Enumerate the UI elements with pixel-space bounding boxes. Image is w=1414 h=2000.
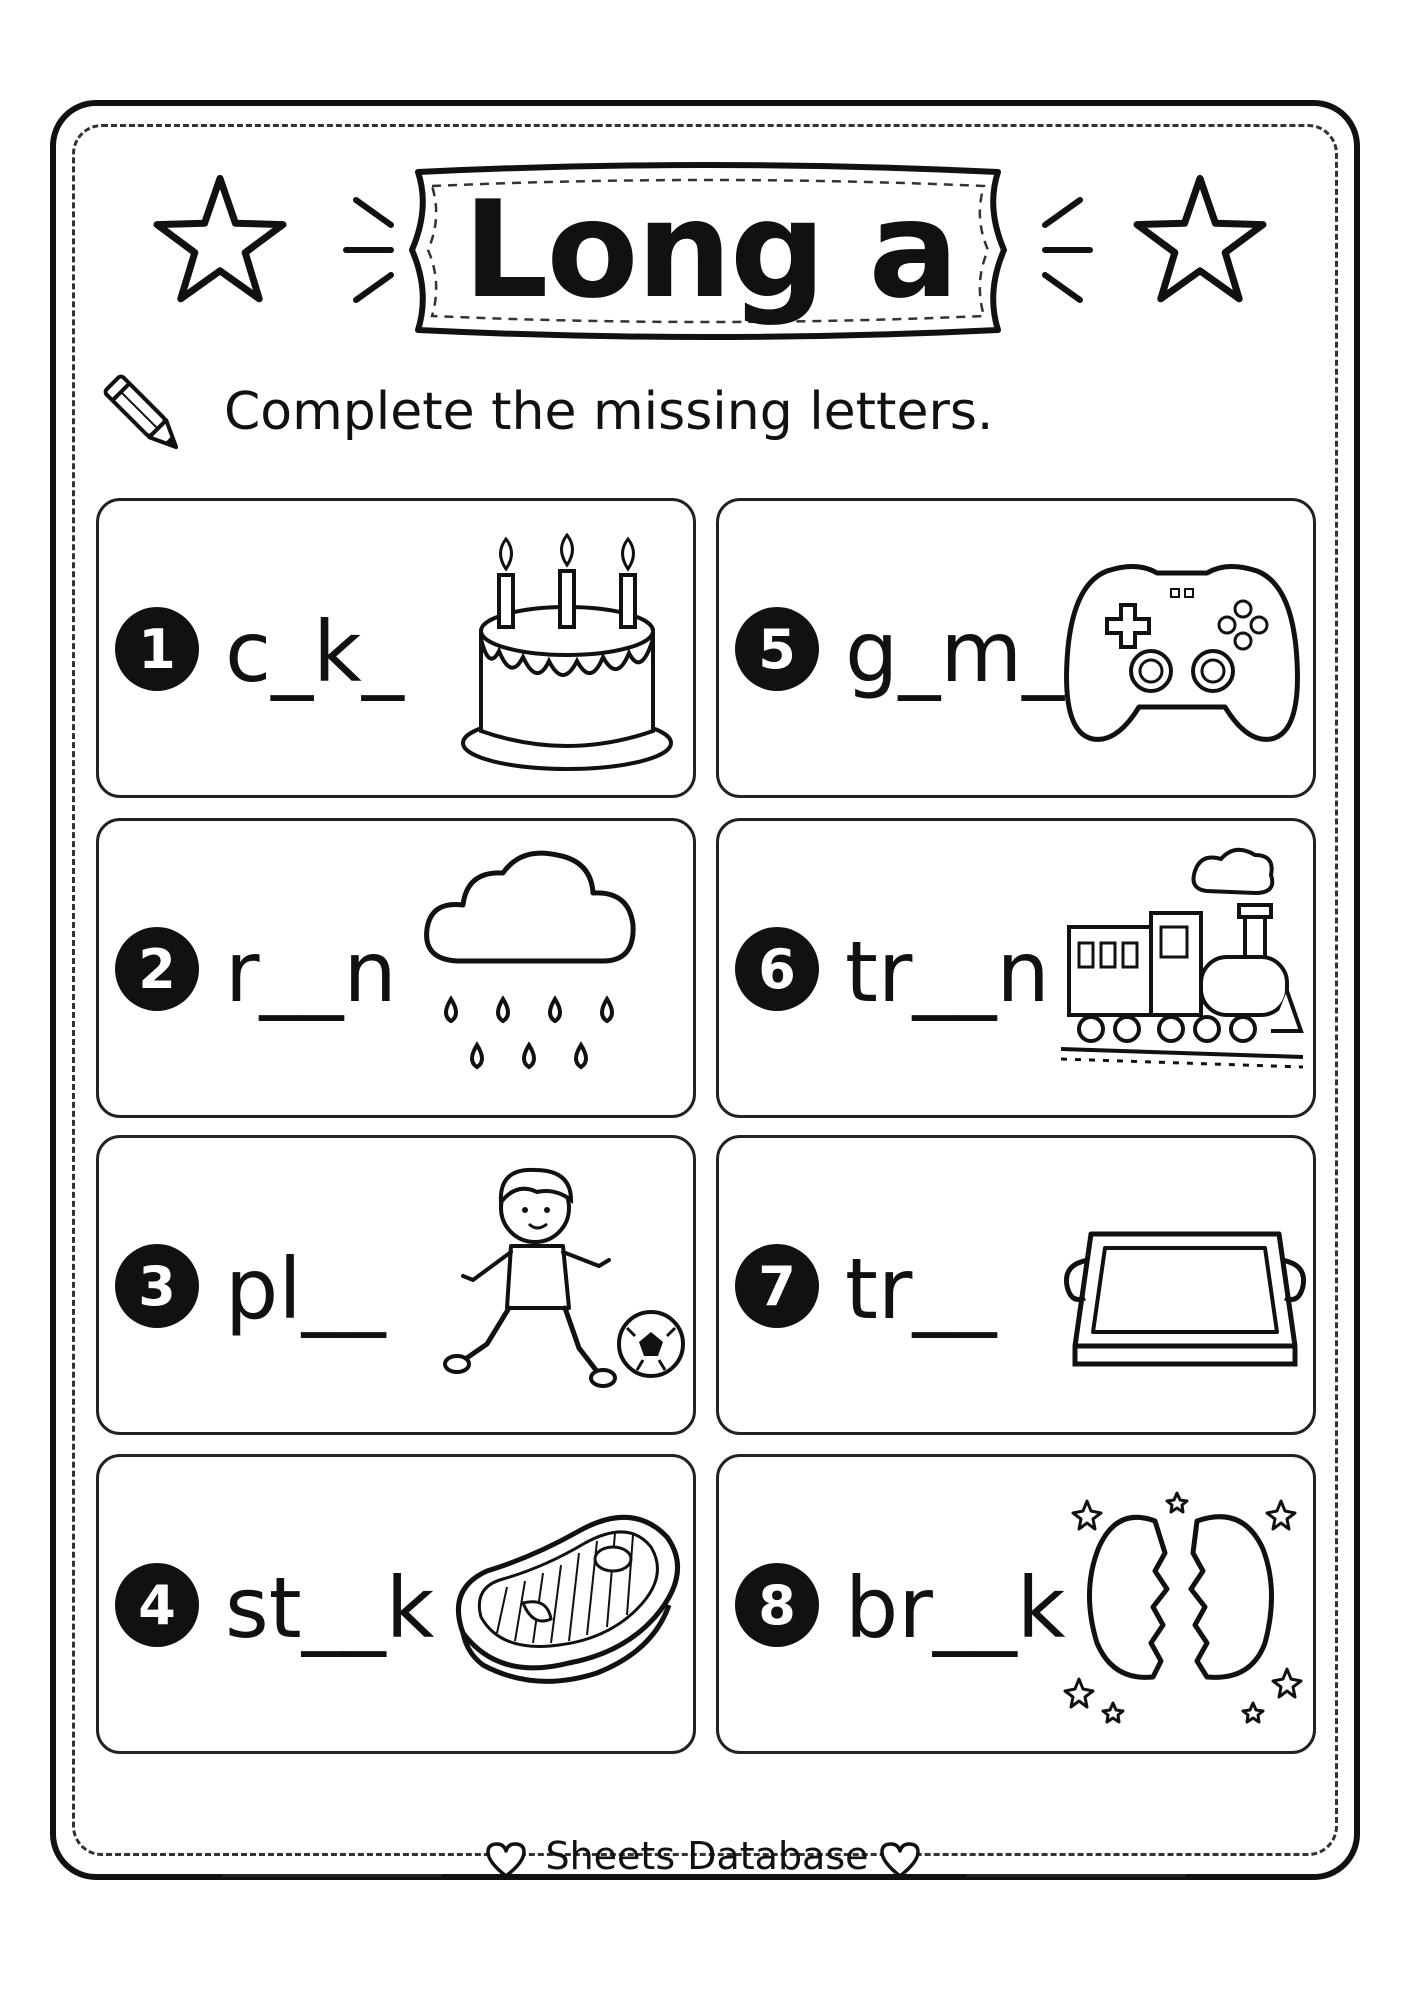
tray-icon	[1057, 1148, 1307, 1428]
broken-egg-icon	[1057, 1467, 1307, 1747]
boy-playing-soccer-icon	[437, 1148, 687, 1428]
exercise-card	[96, 498, 696, 798]
word-blank[interactable]: br__k	[845, 1559, 1066, 1657]
footer-divider-left	[222, 1874, 442, 1877]
sparkle-lines-icon	[1020, 190, 1100, 310]
item-number: 7	[735, 1244, 819, 1328]
page-title: Long a	[463, 172, 957, 328]
exercise-card	[96, 1454, 696, 1754]
item-number: 5	[735, 607, 819, 691]
star-icon	[150, 170, 290, 310]
exercise-card	[716, 1454, 1316, 1754]
word-blank[interactable]: r__n	[225, 923, 397, 1021]
heart-icon	[484, 1840, 528, 1880]
exercise-card	[96, 1135, 696, 1435]
word-blank[interactable]: pl__	[225, 1240, 386, 1338]
instruction-text: Complete the missing letters.	[224, 382, 994, 442]
word-blank[interactable]: g_m_	[845, 603, 1065, 701]
brand-name: Sheets Database	[545, 1834, 869, 1878]
word-blank[interactable]: c_k_	[225, 603, 404, 701]
star-icon	[1130, 170, 1270, 310]
pencil-icon	[100, 368, 190, 464]
item-number: 3	[115, 1244, 199, 1328]
item-number: 6	[735, 927, 819, 1011]
rain-cloud-icon	[407, 831, 657, 1111]
footer	[72, 1820, 1338, 1900]
word-blank[interactable]: tr__	[845, 1240, 997, 1338]
item-number: 4	[115, 1563, 199, 1647]
item-number: 1	[115, 607, 199, 691]
exercise-card	[716, 498, 1316, 798]
game-controller-icon	[1057, 511, 1307, 791]
birthday-cake-icon	[437, 511, 687, 791]
word-blank[interactable]: tr__n	[845, 923, 1050, 1021]
steak-icon	[437, 1467, 687, 1747]
exercise-card	[96, 818, 696, 1118]
item-number: 8	[735, 1563, 819, 1647]
exercise-card	[716, 818, 1316, 1118]
footer-divider-right	[966, 1874, 1186, 1877]
exercise-card	[716, 1135, 1316, 1435]
heart-icon	[878, 1840, 922, 1880]
steam-train-icon	[1057, 831, 1307, 1111]
word-blank[interactable]: st__k	[225, 1559, 435, 1657]
instruction-row	[100, 360, 1320, 470]
item-number: 2	[115, 927, 199, 1011]
